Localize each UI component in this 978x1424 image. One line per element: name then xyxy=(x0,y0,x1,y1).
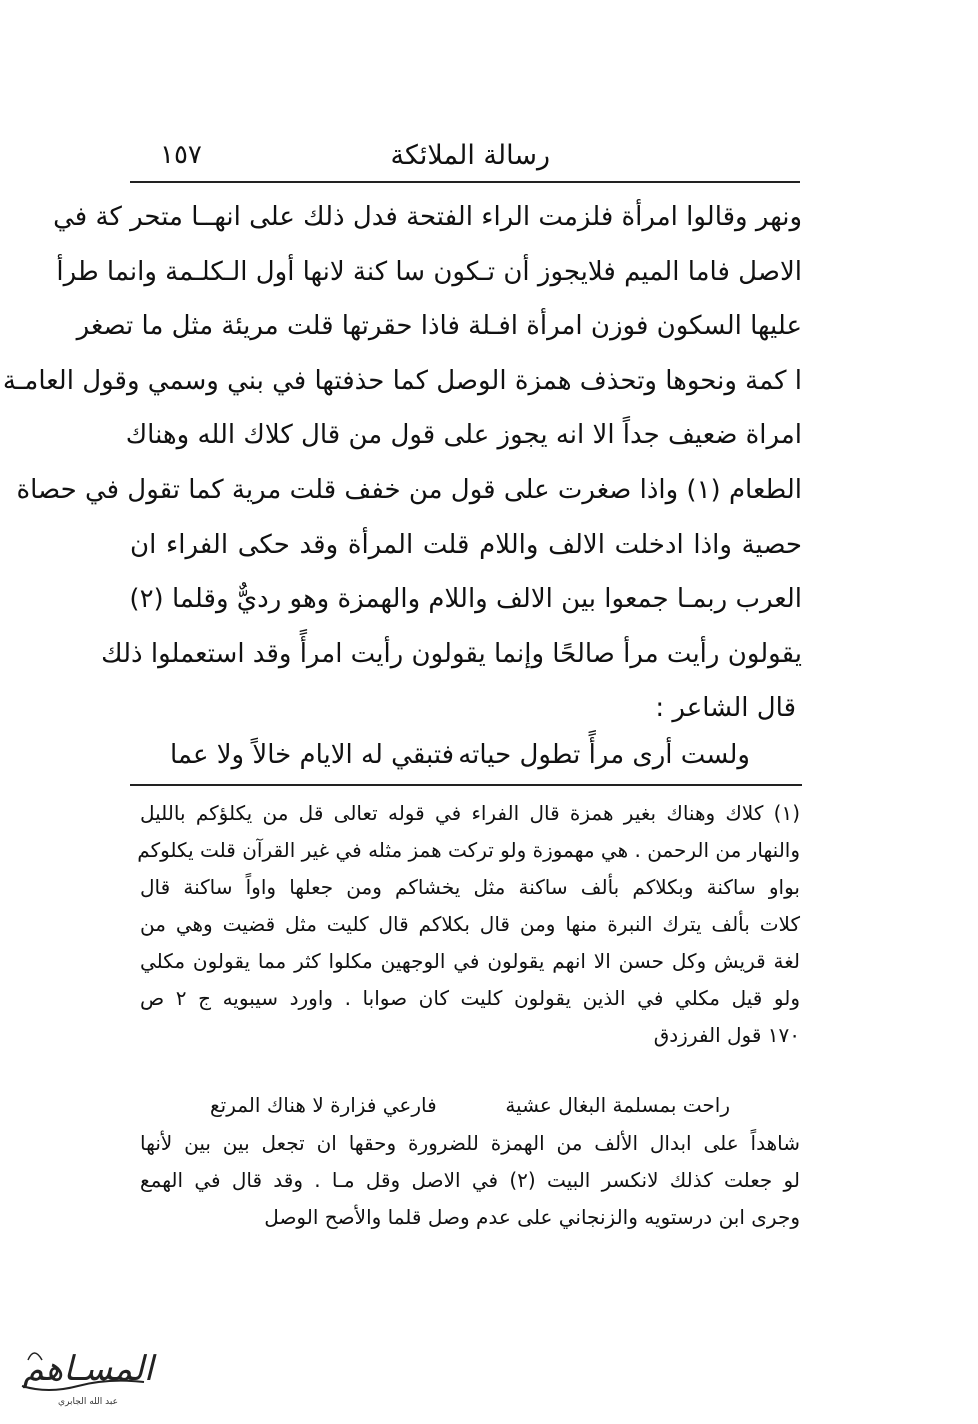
header-divider xyxy=(130,181,800,183)
footnote-line: والنهار من الرحمن . هي مهموزة ولو تركت همز مثله في غير القرآن قلت يكلوكم xyxy=(137,838,800,862)
footnote-verse-second-hemistich: فارعي فزارة لا هناك المرتع xyxy=(210,1093,437,1117)
verse-first-hemistich: ولست أرى مرأً تطول حياته xyxy=(458,740,750,770)
footnote-line: لغة قريش وكل حسن الا انهم يقولون في الوجهين مكلوا كثر مما يقولون مكلي xyxy=(140,949,800,973)
text-line: قال الشاعر : xyxy=(655,693,796,724)
text-line: ا كمة ونحوها وتحذف همزة الوصل كما حذفتها في بني وسمي وقول العامـة xyxy=(2,365,802,396)
calligraphy-stamp-icon xyxy=(8,1330,158,1414)
footnote-line: ولو قيل مكلي في الذين يقولون كليت كان صوابا . واورد سيبويه ج ٢ ص xyxy=(140,986,800,1010)
text-line: امراة ضعيف جداً الا انه يجوز على قول من قال كلاك الله وهناك xyxy=(125,420,802,451)
svg-text:عبد الله الجابري: عبد الله الجابري xyxy=(58,1397,118,1407)
footnote-line: بواو ساكنة وبكلاكم بألف ساكنة مثل يخشاكم ومن جعلها واواً ساكنة قال xyxy=(140,875,800,899)
footnote-line: لو جعلت كذلك لانكسر البيت (٢) في الاصل وقل مـا . وقد قال في الهمع xyxy=(140,1168,800,1192)
running-title: رسالة الملائكة xyxy=(390,140,550,171)
footnotes xyxy=(137,795,800,1054)
text-line: عليها السكون فوزن امرأة افـلة فاذا حقرتها قلت مريئة مثل ما تصغر xyxy=(76,311,802,342)
text-line: العرب ربمـا جمعوا بين الالف واللام والهمزة وهو رديٌّ وقلما (٢) xyxy=(129,584,802,615)
footnote-line: كلات بألف يترك النبرة منها ومن قال بكلاكم قال كليت مثل قضيت وهي من xyxy=(140,912,800,936)
footnotes-continued xyxy=(140,1125,800,1236)
footnote-line: ١٧٠ قول الفرزدق xyxy=(653,1023,800,1047)
library-stamp-logo xyxy=(8,1330,158,1414)
page-number: ١٥٧ xyxy=(160,140,202,170)
text-line: يقولون رأيت مرأ صالحًا وإنما يقولون رأيت امرأً وقد استعملوا ذلك xyxy=(101,638,802,669)
body-text xyxy=(2,190,802,736)
footnote-line: وجرى ابن درستويه والزنجاني على عدم وصل قلما والأصح الوصل xyxy=(264,1205,800,1229)
text-line: ونهر وقالوا امرأة فلزمت الراء الفتحة فدل ذلك على انهــا متحر كة في xyxy=(53,202,802,232)
svg-text:المسـاهم: المسـاهم xyxy=(22,1349,154,1389)
footnote-line: شاهداً على ابدال الألف من الهمزة للضرورة وحقها ان تجعل بين بين لأنها xyxy=(140,1131,800,1155)
footnote-line: (١) كلاك وهناك بغير همزة قال الفراء في قوله تعالى قل من يكلؤكم بالليل xyxy=(140,801,800,825)
poetry-verse xyxy=(170,730,750,780)
text-line: حصية واذا ادخلت الالف واللام قلت المرأة وقد حكى الفراء ان xyxy=(130,529,802,560)
page-header xyxy=(130,140,800,180)
verse-second-hemistich: فتبقي له الايام خالاً ولا عما xyxy=(170,740,455,770)
text-line: الاصل فاما الميم فلايجوز أن تـكون سا كنة لانها أول الـكلـمة وانما طرأ xyxy=(56,256,802,287)
footnote-verse xyxy=(210,1087,730,1123)
footnote-verse-first-hemistich: راحت بمسلمة البغال عشية xyxy=(505,1093,730,1117)
footnote-divider xyxy=(130,784,802,786)
text-line: الطعام (١) واذا صغرت على قول من خفف قلت مرية كما تقول في حصاة xyxy=(16,474,802,505)
